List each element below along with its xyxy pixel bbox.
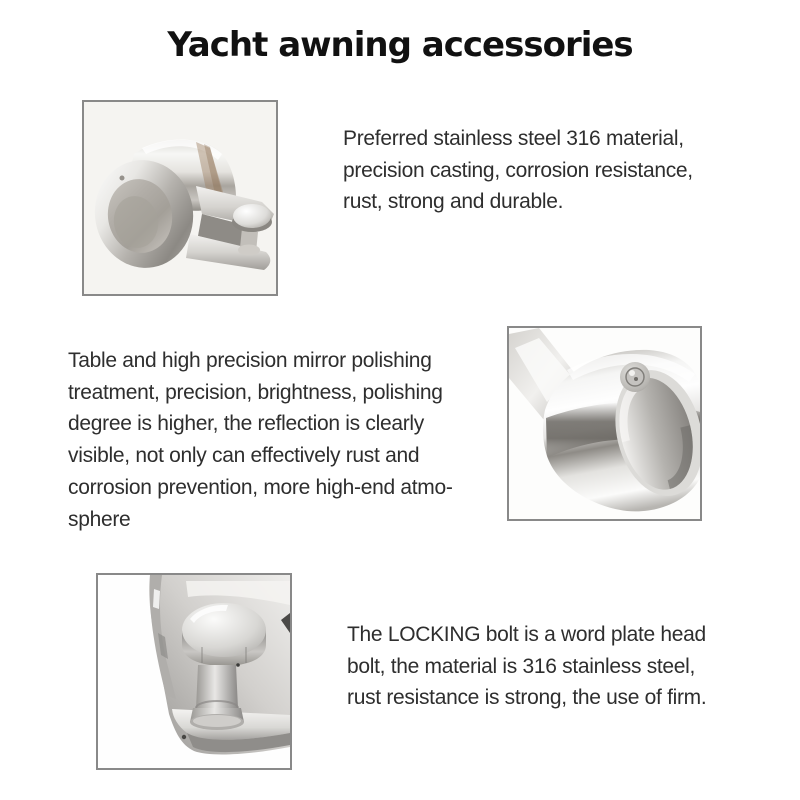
feature-text-polishing: [68, 345, 453, 535]
feature-line: degree is higher, the reflection is clearly: [68, 412, 424, 436]
tube-end-fitting-photo: [509, 328, 700, 519]
feature-line: bolt, the material is 316 stainless steel,: [347, 654, 696, 678]
jaw-slide-clamp-photo: [84, 102, 276, 294]
feature-line: corrosion prevention, more high-end atmo-: [68, 475, 453, 499]
feature-line: rust resistance is strong, the use of firm.: [347, 686, 707, 710]
feature-line: The LOCKING bolt is a word plate head: [347, 623, 706, 646]
feature-line: visible, not only can effectively rust and: [68, 444, 420, 468]
feature-line: precision casting, corrosion resistance,: [343, 158, 693, 182]
page-title: Yacht awning accessories: [167, 25, 633, 65]
feature-text-material: [343, 123, 693, 218]
product-photo-locking-bolt: [96, 573, 292, 770]
feature-line: sphere: [68, 507, 131, 531]
product-photo-jaw-slide-clamp: [82, 100, 278, 296]
locking-bolt-photo: [98, 575, 290, 768]
feature-text-locking-bolt: [347, 619, 706, 714]
feature-line: treatment, precision, brightness, polishing: [68, 380, 443, 404]
feature-line: rust, strong and durable.: [343, 190, 564, 214]
product-photo-tube-end-fitting: [507, 326, 702, 521]
feature-line: Preferred stainless steel 316 material,: [343, 127, 684, 150]
feature-line: Table and high precision mirror polishing: [68, 349, 432, 372]
